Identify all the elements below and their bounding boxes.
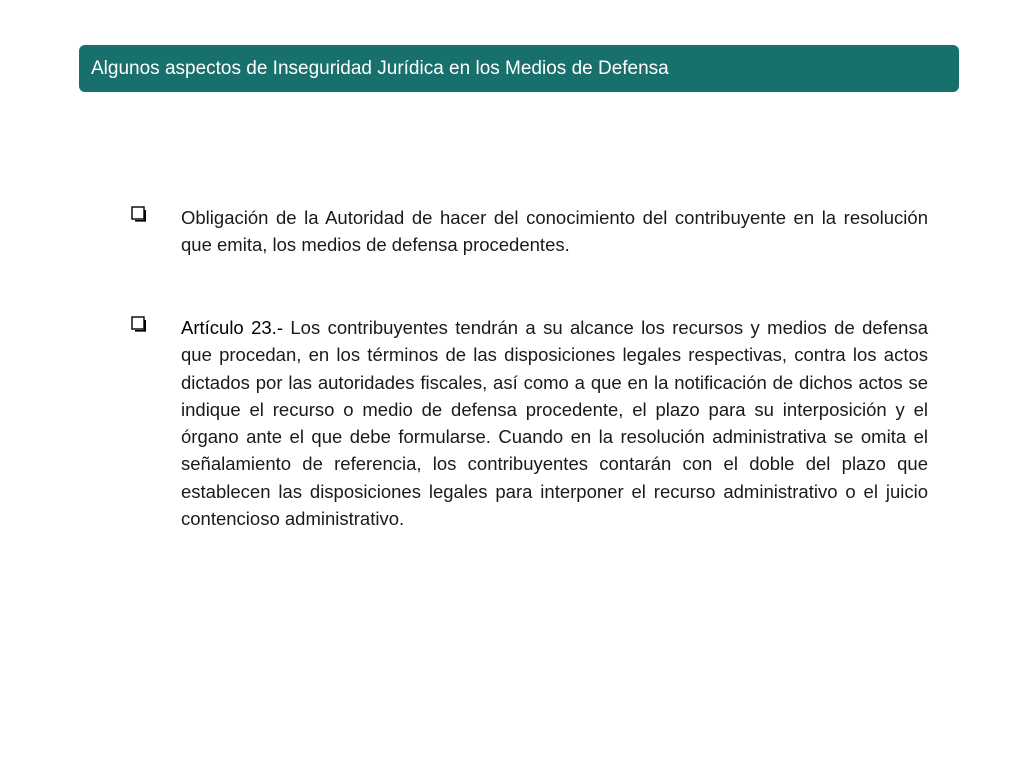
bullet-text xyxy=(181,204,928,259)
checkbox-square-icon xyxy=(131,206,147,222)
bullet-body: Obligación de la Autoridad de hacer del conocimiento del contribuyente en la resolución que emita, los medios de defensa procedentes. xyxy=(181,207,928,256)
bullet-body: Los contribuyentes tendrán a su alcance los recursos y medios de defensa que procedan, en los términos de las disposiciones legales respectivas, contra los actos dictados por las autoridades fiscales, así como a que en la notificación de dichos actos se indique el recurso o medio de defensa procedente, el plazo para su interposición y el órgano ante el que debe formularse. Cuando en la resolución administrativa se omita el señalamiento de referencia, los contribuyentes contarán con el doble del plazo que establecen las disposiciones legales para interponer el recurso administrativo o el juicio contencioso administrativo. xyxy=(181,317,928,530)
checkbox-square-icon xyxy=(131,316,147,332)
bullet-lead: Artículo 23.- xyxy=(181,317,283,338)
slide-title: Algunos aspectos de Inseguridad Jurídica en los Medios de Defensa xyxy=(91,57,669,79)
title-bar xyxy=(79,45,959,92)
bullet-text xyxy=(181,314,928,532)
